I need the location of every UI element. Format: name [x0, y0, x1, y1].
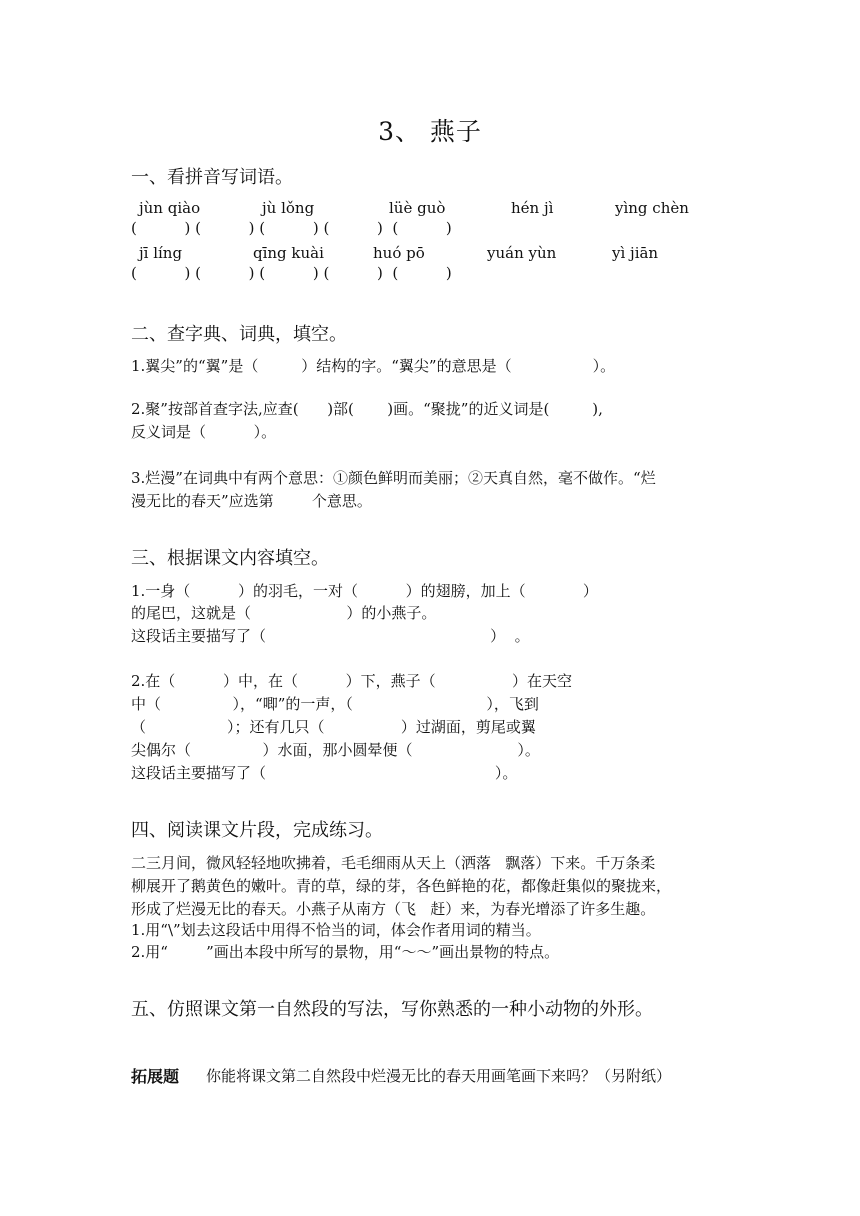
pinyin-6: jī líng — [139, 244, 183, 262]
pinyin-2: jù lǒng — [262, 199, 315, 217]
page-title: 3、 燕子 — [378, 117, 482, 146]
s3-q2-line-2: 中（ ），“唧”的一声，（ ），飞到 — [131, 695, 539, 713]
section-2-heading: 二、查字典、词典，填空。 — [131, 324, 347, 345]
pinyin-5: yìng chèn — [615, 199, 689, 217]
pinyin-4: hén jì — [511, 199, 554, 217]
s3-q2-line-1: 2.在（ ）中，在（ ）下，燕子（ ）在天空 — [131, 672, 572, 690]
section-3-heading: 三、根据课文内容填空。 — [131, 548, 329, 569]
s3-q1-line-2: 的尾巴，这就是（ ）的小燕子。 — [131, 604, 437, 622]
extension-text: 你能将课文第二自然段中烂漫无比的春天用画笔画下来吗？（另附纸） — [206, 1067, 672, 1085]
answer-brackets-row-2: ( ) ( ) ( ) ( ) ( ) — [131, 264, 452, 282]
s3-q1-line-3: 这段话主要描写了（ ） 。 — [131, 627, 530, 645]
s4-passage-line-2: 柳展开了鹅黄色的嫩叶。青的草，绿的芽，各色鲜艳的花，都像赶集似的聚拢来， — [131, 877, 672, 895]
answer-brackets-row-1: ( ) ( ) ( ) ( ) ( ) — [131, 219, 452, 237]
pinyin-8: huó pō — [373, 244, 425, 262]
s2-question-2-line-2: 反义词是（ ）。 — [131, 423, 277, 441]
pinyin-1: jùn qiào — [139, 199, 201, 217]
pinyin-10: yì jiān — [612, 244, 659, 262]
s3-q2-line-3: （ ）；还有几只（ ）过湖面，剪尾或翼 — [131, 718, 536, 736]
pinyin-9: yuán yùn — [487, 244, 557, 262]
s3-q2-line-4: 尖偶尔（ ）水面，那小圆晕便（ ）。 — [131, 741, 540, 759]
s2-question-3-line-2: 漫无比的春天”应选第 个意思。 — [131, 492, 372, 510]
section-4-heading: 四、阅读课文片段，完成练习。 — [131, 820, 383, 841]
extension-label: 拓展题 — [131, 1067, 180, 1086]
s4-task-1: 1.用“\”划去这段话中用得不恰当的词，体会作者用词的精当。 — [131, 921, 541, 939]
pinyin-7: qīng kuài — [253, 244, 324, 262]
pinyin-3: lüè guò — [389, 199, 446, 217]
s4-passage-line-1: 二三月间，微风轻轻地吹拂着，毛毛细雨从天上（洒落 飘落）下来。千万条柔 — [131, 854, 656, 872]
s4-task-2: 2.用“ ”画出本段中所写的景物，用“～～”画出景物的特点。 — [131, 943, 560, 961]
s2-question-3-line-1: 3.烂漫”在词典中有两个意思：①颜色鲜明而美丽；②天真自然，毫不做作。“烂 — [131, 469, 656, 487]
s3-q1-line-1: 1.一身（ ）的羽毛，一对（ ）的翅膀，加上（ ） — [131, 582, 598, 600]
s2-question-1: 1.翼尖”的“翼”是（ ）结构的字。“翼尖”的意思是（ ）。 — [131, 357, 616, 375]
s2-question-2-line-1: 2.聚”按部首查字法,应查( )部( )画。“聚拢”的近义词是( ), — [131, 400, 603, 418]
section-1-heading: 一、看拼音写词语。 — [131, 167, 293, 188]
s4-passage-line-3: 形成了烂漫无比的春天。小燕子从南方（飞 赶）来，为春光增添了许多生趣。 — [131, 900, 656, 918]
section-5-heading: 五、仿照课文第一自然段的写法，写你熟悉的一种小动物的外形。 — [131, 999, 653, 1020]
s3-q2-line-5: 这段话主要描写了（ ）。 — [131, 764, 518, 782]
